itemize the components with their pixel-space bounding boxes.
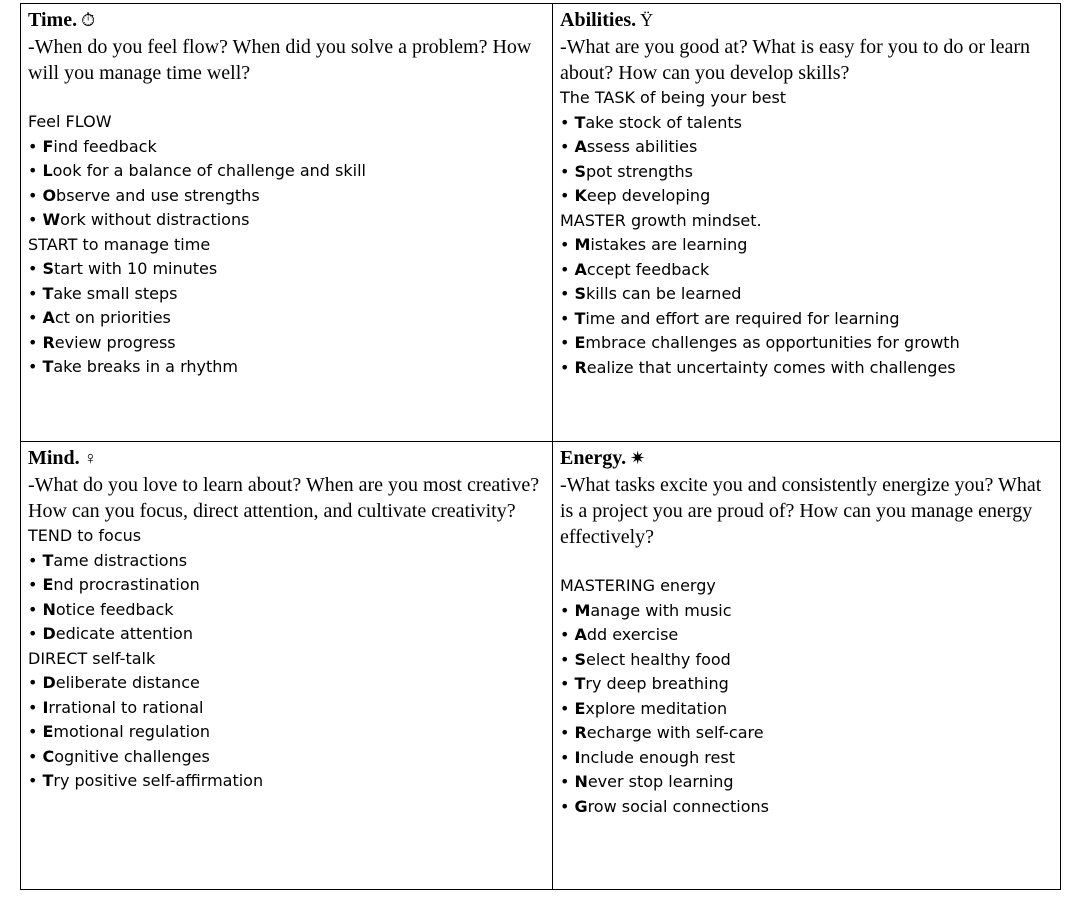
item-text: ealize that uncertainty comes with challenges — [586, 357, 956, 377]
time-title-text: Time. — [28, 9, 78, 31]
bullet-icon: • — [560, 600, 570, 620]
bullet-icon: • — [28, 575, 38, 594]
item-initial: E — [574, 333, 586, 352]
list-item — [560, 307, 1054, 332]
energy-title — [560, 446, 1054, 471]
item-initial: N — [574, 772, 588, 791]
item-initial: E — [42, 722, 54, 741]
section-heading: MASTER growth mindset. — [560, 210, 762, 230]
item-initial: S — [574, 649, 586, 669]
item-initial: T — [42, 550, 54, 570]
item-text: elect healthy food — [585, 649, 731, 669]
item-text: ime and effort are required for learning — [585, 308, 900, 328]
list-item — [560, 672, 1054, 697]
lightbulb-icon: ♀ — [83, 448, 98, 468]
item-text: ry deep breathing — [585, 674, 729, 693]
bullet-icon: • — [28, 259, 38, 278]
list-item — [560, 697, 1054, 722]
list-item — [28, 598, 546, 623]
item-text: nclude enough rest — [580, 747, 735, 767]
item-initial: M — [574, 600, 591, 620]
mind-title — [28, 446, 546, 471]
time-prompt: -When do you feel flow? When did you solve a problem? How will you manage time well? — [28, 36, 532, 84]
abilities-cell — [553, 4, 1061, 442]
item-text: tart with 10 minutes — [53, 259, 218, 278]
list-item — [560, 746, 1054, 771]
list-item — [560, 623, 1054, 648]
bullet-icon: • — [28, 746, 38, 766]
item-initial: N — [42, 599, 56, 619]
item-text: row social connections — [587, 796, 769, 816]
bullet-icon: • — [560, 698, 570, 718]
section-heading: TEND to focus — [28, 526, 142, 545]
item-initial: L — [42, 161, 53, 180]
bullet-icon: • — [28, 283, 38, 303]
list-item — [560, 135, 1054, 160]
item-text: pot strengths — [585, 161, 693, 181]
bullet-icon: • — [28, 136, 38, 156]
bullet-icon: • — [560, 796, 570, 816]
list-item — [28, 745, 546, 770]
bullet-icon: • — [28, 550, 38, 570]
list-item — [28, 549, 546, 574]
bullet-icon: • — [28, 161, 38, 180]
list-item — [28, 257, 546, 282]
item-text: eview progress — [54, 332, 176, 352]
item-initial: A — [574, 259, 587, 279]
item-text: istakes are learning — [590, 235, 748, 254]
list-item — [560, 770, 1054, 795]
item-initial: R — [574, 357, 587, 377]
list-item — [560, 258, 1054, 283]
list-item — [28, 573, 546, 598]
bullet-icon: • — [560, 674, 570, 693]
energy-burst-icon: ✷ — [630, 448, 646, 468]
list-item — [28, 720, 546, 745]
bullet-icon: • — [560, 186, 570, 205]
item-initial: I — [574, 747, 581, 767]
item-text: ssess abilities — [586, 137, 698, 156]
bullet-icon: • — [28, 357, 38, 376]
list-item — [28, 282, 546, 307]
bullet-icon: • — [560, 235, 570, 254]
item-initial: S — [574, 161, 586, 181]
list-item — [28, 331, 546, 356]
abilities-title-text: Abilities. — [560, 9, 637, 31]
item-initial: R — [574, 723, 587, 742]
bullet-icon: • — [560, 357, 570, 377]
item-text: ork without distractions — [60, 210, 250, 229]
bullet-icon: • — [28, 624, 38, 643]
item-text: motional regulation — [53, 722, 210, 741]
list-item — [560, 282, 1054, 307]
item-text: ognitive challenges — [54, 746, 210, 766]
bullet-icon: • — [560, 649, 570, 669]
item-initial: T — [42, 357, 54, 376]
item-initial: I — [42, 697, 49, 717]
list-item — [560, 795, 1054, 820]
bullet-icon: • — [560, 137, 570, 156]
mind-title-text: Mind. — [28, 447, 80, 469]
item-text: ind feedback — [53, 136, 157, 156]
item-text: anage with music — [590, 600, 732, 620]
bullet-icon: • — [28, 185, 38, 205]
item-text: mbrace challenges as opportunities for growth — [585, 333, 960, 352]
bullet-icon: • — [560, 723, 570, 742]
item-initial: C — [42, 746, 55, 766]
list-item — [28, 696, 546, 721]
item-text: dd exercise — [586, 625, 679, 644]
item-initial: D — [42, 624, 56, 643]
list-item — [28, 769, 546, 794]
stopwatch-icon: ⏱ — [81, 10, 96, 30]
reflection-grid — [20, 3, 1061, 890]
bullet-icon: • — [28, 771, 38, 790]
item-text: nd procrastination — [53, 575, 200, 594]
item-initial: F — [42, 136, 54, 156]
item-initial: T — [574, 308, 586, 328]
bullet-icon: • — [28, 673, 38, 692]
item-initial: A — [574, 625, 587, 644]
section-heading: Feel FLOW — [28, 112, 112, 131]
list-item — [28, 671, 546, 696]
list-item — [28, 159, 546, 184]
list-item — [560, 160, 1054, 185]
list-item — [28, 184, 546, 209]
list-item — [560, 356, 1054, 381]
bullet-icon: • — [560, 333, 570, 352]
bullet-icon: • — [560, 259, 570, 279]
list-item — [560, 648, 1054, 673]
tools-icon: Ϋ — [640, 10, 654, 30]
item-text: edicate attention — [55, 624, 193, 643]
bullet-icon: • — [28, 210, 38, 229]
abilities-title — [560, 8, 1054, 33]
list-item — [28, 306, 546, 331]
energy-cell — [553, 442, 1061, 890]
item-initial: S — [574, 284, 586, 303]
item-text: xplore meditation — [585, 698, 728, 718]
item-initial: T — [42, 283, 54, 303]
bullet-icon: • — [560, 625, 570, 644]
list-item — [560, 233, 1054, 258]
bullet-icon: • — [28, 697, 38, 717]
list-item — [28, 622, 546, 647]
item-initial: D — [42, 673, 56, 692]
bullet-icon: • — [560, 308, 570, 328]
item-text: ct on priorities — [54, 308, 171, 327]
bullet-icon: • — [560, 112, 570, 132]
bullet-icon: • — [560, 772, 570, 791]
list-item — [28, 208, 546, 233]
list-item — [560, 184, 1054, 209]
list-item — [560, 599, 1054, 624]
list-item — [560, 111, 1054, 136]
item-initial: K — [574, 186, 587, 205]
item-text: eliberate distance — [55, 673, 200, 692]
time-title — [28, 8, 546, 33]
item-initial: O — [42, 185, 57, 205]
section-heading: START to manage time — [28, 234, 211, 254]
item-initial: S — [42, 259, 54, 278]
item-text: ake stock of talents — [585, 112, 742, 132]
bullet-icon: • — [28, 332, 38, 352]
item-initial: A — [42, 308, 55, 327]
list-item — [28, 135, 546, 160]
section-heading: The TASK of being your best — [560, 88, 787, 107]
item-text: ame distractions — [53, 550, 188, 570]
item-initial: M — [574, 235, 591, 254]
item-initial: W — [42, 210, 61, 229]
bullet-icon: • — [560, 747, 570, 767]
time-cell — [21, 4, 553, 442]
item-initial: E — [574, 698, 586, 718]
item-initial: T — [574, 112, 586, 132]
item-text: kills can be learned — [585, 284, 742, 303]
item-initial: R — [42, 332, 55, 352]
section-heading: DIRECT self-talk — [28, 648, 156, 668]
item-text: ake breaks in a rhythm — [53, 357, 238, 376]
bullet-icon: • — [28, 599, 38, 619]
item-initial: E — [42, 575, 54, 594]
list-item — [28, 355, 546, 380]
item-text: ook for a balance of challenge and skill — [52, 161, 366, 180]
item-text: ccept feedback — [586, 259, 710, 279]
item-initial: T — [42, 771, 54, 790]
item-text: rrational to rational — [48, 697, 204, 717]
abilities-prompt: -What are you good at? What is easy for you to do or learn about? How can you develop skills? — [560, 36, 1031, 84]
item-text: ry positive self-affirmation — [53, 771, 264, 790]
mind-prompt: -What do you love to learn about? When are you most creative? How can you focus, direct attention, and cultivate creativity? — [28, 474, 540, 522]
item-text: ake small steps — [53, 283, 178, 303]
bullet-icon: • — [560, 284, 570, 303]
energy-prompt: -What tasks excite you and consistently energize you? What is a project you are proud of? How can you manage energy effectively? — [560, 474, 1042, 548]
item-text: eep developing — [586, 186, 711, 205]
bullet-icon: • — [28, 308, 38, 327]
section-heading: MASTERING energy — [560, 576, 716, 595]
item-text: echarge with self-care — [586, 723, 764, 742]
bullet-icon: • — [28, 722, 38, 741]
item-text: ever stop learning — [587, 772, 734, 791]
energy-title-text: Energy. — [560, 447, 627, 469]
item-initial: T — [574, 674, 586, 693]
item-initial: G — [574, 796, 588, 816]
item-text: otice feedback — [55, 599, 174, 619]
item-initial: A — [574, 137, 587, 156]
mind-cell — [21, 442, 553, 890]
item-text: bserve and use strengths — [56, 185, 260, 205]
list-item — [560, 721, 1054, 746]
bullet-icon: • — [560, 161, 570, 181]
list-item — [560, 331, 1054, 356]
